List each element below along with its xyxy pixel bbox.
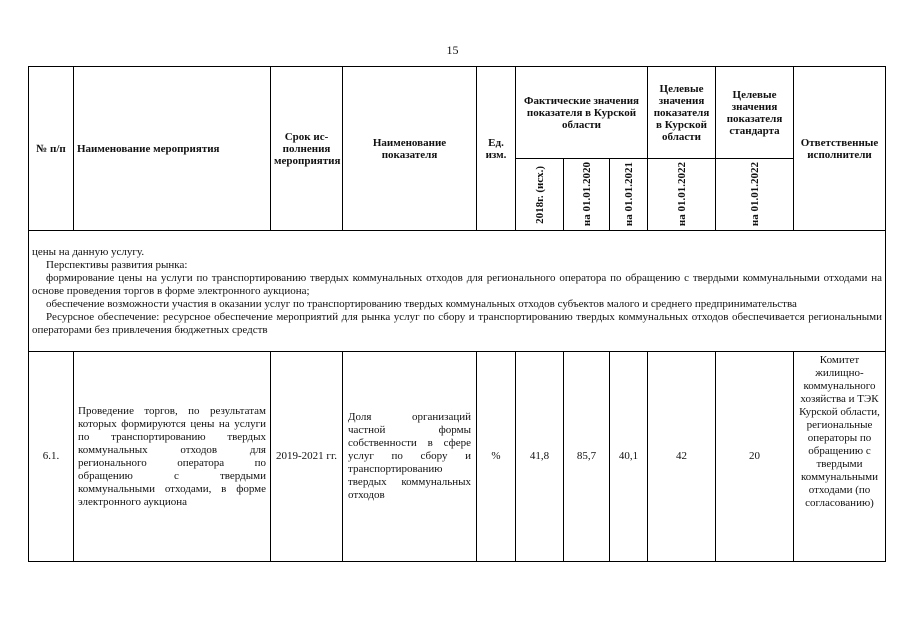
header-target-kursk: Целевые значения показателя в Курской области <box>648 67 716 159</box>
cell-value-2020: 85,7 <box>564 352 610 562</box>
header-unit: Ед. изм. <box>477 67 516 231</box>
cell-responsible: Комитет жилищно-коммунального хозяйства и ТЭК Курской области, региональные операторы по обращению с твердыми коммунальными отходами (по согласованию) <box>794 352 886 562</box>
header-indicator: Наименование показателя <box>343 67 477 231</box>
cell-target-standard: 20 <box>716 352 794 562</box>
cell-deadline: 2019-2021 гг. <box>271 352 343 562</box>
header-actual-values: Фактические значения показателя в Курской области <box>516 67 648 159</box>
measures-table <box>28 66 886 562</box>
cell-target-kursk: 42 <box>648 352 716 562</box>
header-2021: на 01.01.2021 <box>622 162 635 227</box>
header-responsible: Ответственные исполнители <box>794 67 886 231</box>
header-target-standard-2022: на 01.01.2022 <box>748 162 761 227</box>
cell-value-2021: 40,1 <box>610 352 648 562</box>
info-paragraph: обеспечение возможности участия в оказании услуг по транспортированию твердых коммунальных отходов субъектов малого и среднего предпринимательства <box>46 297 797 310</box>
header-2020: на 01.01.2020 <box>580 162 593 227</box>
header-deadline: Срок ис-полнения мероприятия <box>271 67 343 231</box>
cell-event: Проведение торгов, по результатам которых формируются цены на услуги по транспортированию твердых коммунальных отходов для регионального оператора по обращению с твердыми коммунальными отходами, в форме электронного аукциона <box>74 352 271 562</box>
header-num: № п/п <box>29 67 74 231</box>
info-paragraph: Перспективы развития рынка: <box>46 258 188 271</box>
header-2018: 2018г. (исх.) <box>533 165 546 224</box>
cell-indicator: Доля организаций частной формы собственности в сфере услуг по сбору и транспортированию твердых коммунальных отходов <box>343 352 477 562</box>
cell-value-2018: 41,8 <box>516 352 564 562</box>
info-paragraph: формирование цены на услуги по транспортированию твердых коммунальных отходов для регионального оператора по обращению с твердыми коммунальными отходами на основе проведения торгов в форме электронного аукциона; <box>32 271 882 297</box>
cell-unit: % <box>477 352 516 562</box>
header-target-standard: Целевые значения показателя стандарта <box>716 67 794 159</box>
info-paragraph: Ресурсное обеспечение: ресурсное обеспечение мероприятий для рынка услуг по сбору и транспортированию твердых коммунальных отходов обеспечивается региональными операторами без привлечения бюджетных средств <box>32 310 882 336</box>
info-paragraph: цены на данную услугу. <box>32 245 145 258</box>
page-number: 15 <box>446 43 459 57</box>
header-event: Наименование мероприятия <box>74 67 271 231</box>
market-info-block <box>29 231 886 352</box>
cell-num: 6.1. <box>29 352 74 562</box>
header-target-kursk-2022: на 01.01.2022 <box>675 162 688 227</box>
